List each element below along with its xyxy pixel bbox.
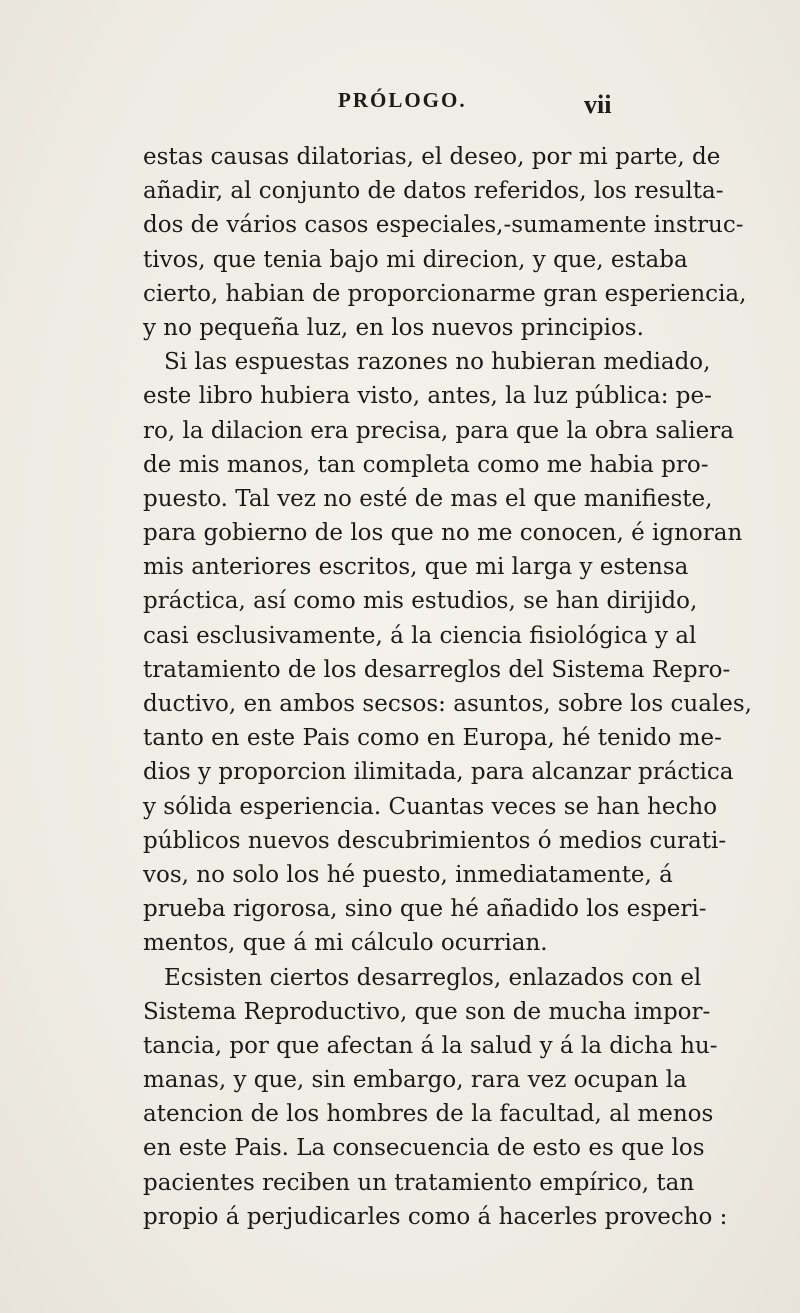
text-line: atencion de los hombres de la facultad, al menos	[143, 1101, 714, 1128]
text-line: mis anteriores escritos, que mi larga y estensa	[143, 554, 689, 581]
page-header	[0, 82, 800, 122]
text-line: añadir, al conjunto de datos referidos, los resulta-	[143, 178, 724, 205]
text-line: prueba rigorosa, sino que hé añadido los esperi-	[143, 896, 707, 923]
text-line: propio á perjudicarles como á hacerles provecho :	[143, 1203, 728, 1230]
text-line: en este Pais. La consecuencia de esto es que los	[143, 1135, 705, 1162]
text-line: este libro hubiera visto, antes, la luz pública: pe-	[143, 383, 712, 410]
text-line: manas, y que, sin embargo, rara vez ocupan la	[143, 1067, 687, 1094]
text-line: y no pequeña luz, en los nuevos principios.	[143, 314, 644, 341]
page-number: vii	[584, 90, 612, 119]
text-line: tanto en este Pais como en Europa, hé tenido me-	[143, 725, 722, 752]
text-line: tratamiento de los desarreglos del Sistema Repro-	[143, 656, 731, 683]
text-line: ro, la dilacion era precisa, para que la obra saliera	[143, 417, 734, 444]
text-line: de mis manos, tan completa como me habia pro-	[143, 451, 709, 478]
text-line: Sistema Reproductivo, que son de mucha impor-	[143, 998, 711, 1025]
text-line: públicos nuevos descubrimientos ó medios curati-	[143, 827, 727, 854]
text-line: dios y proporcion ilimitada, para alcanzar práctica	[143, 759, 734, 786]
body-text	[143, 140, 752, 1234]
text-line: vos, no solo los hé puesto, inmediatamente, á	[143, 861, 673, 888]
running-title: PRÓLOGO.	[338, 88, 467, 112]
text-line: ductivo, en ambos secsos: asuntos, sobre los cuales,	[143, 691, 752, 717]
text-line: Si las espuestas razones no hubieran mediado,	[164, 349, 711, 376]
text-line: para gobierno de los que no me conocen, é ignoran	[143, 520, 743, 547]
text-line: casi esclusivamente, á la ciencia fisiológica y al	[143, 622, 697, 649]
text-line: Ecsisten ciertos desarreglos, enlazados con el	[164, 964, 702, 991]
text-line: práctica, así como mis estudios, se han dirijido,	[143, 588, 698, 615]
text-line: cierto, habian de proporcionarme gran esperiencia,	[143, 280, 747, 307]
text-line: pacientes reciben un tratamiento empírico, tan	[143, 1169, 695, 1196]
text-line: y sólida esperiencia. Cuantas veces se han hecho	[143, 793, 718, 820]
text-line: estas causas dilatorias, el deseo, por mi parte, de	[143, 144, 721, 170]
text-line: dos de vários casos especiales,-sumamente instruc-	[143, 212, 744, 239]
text-line: puesto. Tal vez no esté de mas el que manifieste,	[143, 485, 713, 512]
text-line: mentos, que á mi cálculo ocurrian.	[143, 930, 548, 957]
text-line: tivos, que tenia bajo mi direcion, y que, estaba	[143, 246, 688, 273]
text-line: tancia, por que afectan á la salud y á la dicha hu-	[143, 1032, 718, 1059]
